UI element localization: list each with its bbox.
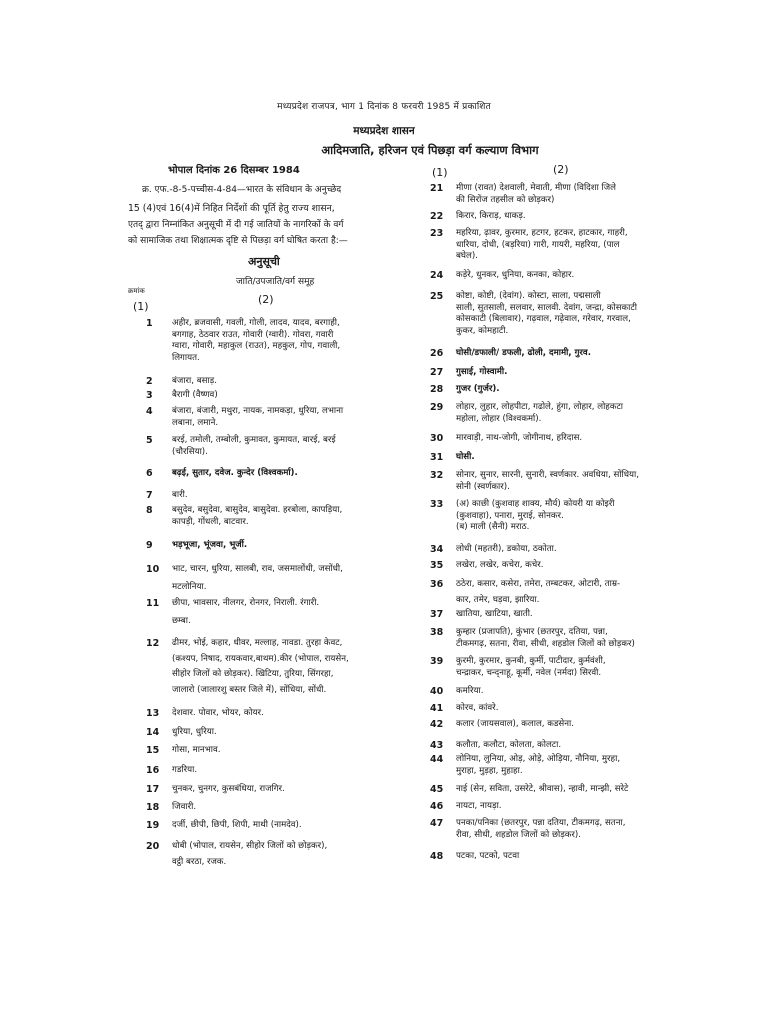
entry-number: 7 xyxy=(146,490,153,501)
entry-number: 44 xyxy=(430,754,444,765)
entry-line: गोसा, मानभाव. xyxy=(172,745,221,755)
entry-number: 35 xyxy=(430,560,444,571)
entry-number: 34 xyxy=(430,544,444,555)
entry-number: 10 xyxy=(146,564,160,575)
entry-line: (अ) काछी (कुशवाह शाक्य, मौर्य) कोयरी या कोइरी xyxy=(456,499,615,509)
entry-line: ग्वारा, गोवारी, महाकुल (राउत), महकुल, गोप, गवाली, xyxy=(172,341,341,351)
entry-number: 43 xyxy=(430,740,444,751)
entry-number: 11 xyxy=(146,598,160,609)
entry-number: 14 xyxy=(146,727,160,738)
entry-line: भाट, चारन, धुरिया, सालबी, राव, जसमालोंधी, जसोंधी, xyxy=(172,564,343,574)
entry-line: सीहोर जिलों को छोड़कर). खिटिया, तुरिया, सिंगरहा, xyxy=(172,669,334,679)
entry-line: चन्द्राकर, चन्द्नाहू, कूर्मी, नवेल (नर्मदा) सिरवी. xyxy=(456,667,602,678)
entry-number: 28 xyxy=(430,384,444,395)
entry-number: 27 xyxy=(430,367,444,378)
right-col2-label: (2) xyxy=(553,163,569,176)
entry-line: बगगाह, ठेठवार राउत, गोवारी (ग्वारी). गोवरा, गवारी xyxy=(172,329,334,340)
entry-number: 46 xyxy=(430,801,444,812)
entry-number: 29 xyxy=(430,402,444,413)
entry-line: लोहार, लुहार, लोहपीटा, गढोले, हुंगा, लोहार, लोहकटा xyxy=(456,402,624,412)
entry-line: कलौता, कलौटा, कोलता, कोलटा. xyxy=(456,740,562,750)
entry-line: पटका, पटको, पटवा xyxy=(456,851,520,861)
entry-line: कमरिया. xyxy=(456,686,484,696)
entry-line: मारवाड़ी, नाथ-जोगी, जोगीनाथ, हरिदास. xyxy=(456,433,583,443)
entry-line: नाई (सेन, सविता, उसरेटे, श्रीवास), न्हावी, मान्झी, सरेटे xyxy=(456,784,629,794)
entry-line: जिवारी. xyxy=(172,802,197,812)
entry-number: 26 xyxy=(430,348,444,359)
entry-number: 37 xyxy=(430,609,444,620)
entry-line: की सिरोंज तहसील को छोड़कर) xyxy=(456,194,555,205)
entry-line: घोसी/डफाली/ डफली, ढोली, दमामी, गुरव. xyxy=(456,348,591,358)
entry-line: छीपा, भावसार, नीलगर, रोनगर, निराली. रंगारी. xyxy=(172,598,320,608)
entry-number: 48 xyxy=(430,851,444,862)
entry-number: 41 xyxy=(430,703,444,714)
entry-line: चुनकर, चुनगर, कुसबंधिया, राजगिर. xyxy=(172,784,285,794)
entry-line: भड़भूजा, भूंजवा, भूर्जी. xyxy=(172,540,248,550)
entry-number: 4 xyxy=(146,406,153,417)
entry-number: 40 xyxy=(430,686,444,697)
entry-line: ढीमर, भोई, कहार, धीवर, मल्लाह, नावडा. तुरहा केवट, xyxy=(172,638,343,648)
entry-line: देशवार. पोवार, भोयर, कोयर. xyxy=(172,708,264,718)
entry-line: धोबी (भोपाल, रायसेन, सीहोर जिलों को छोड़कर), xyxy=(172,841,328,851)
entry-number: 1 xyxy=(146,318,153,329)
entry-line: बघेल). xyxy=(456,251,478,261)
entry-line: किरार, किराड़, धाकड़. xyxy=(456,211,526,221)
notice-body-line: क्र. एफ.-8-5-पच्चीस-4-84—भारत के संविधान के अनुच्छेद xyxy=(142,185,342,195)
notice-date: भोपाल दिनांक 26 दिसम्बर 1984 xyxy=(168,165,300,176)
entry-number: 6 xyxy=(146,468,153,479)
entry-number: 38 xyxy=(430,627,444,638)
ministry-heading: आदिमजाति, हरिजन एवं पिछड़ा वर्ग कल्याण विभाग xyxy=(321,143,539,157)
entry-line: अहीर, ब्रजवासी, गवली, गोली, लादव, यादव, बरगाही, xyxy=(172,318,340,328)
entry-number: 5 xyxy=(146,435,153,446)
entry-line: कुरमी, कुरमार, कुनबी, कुर्मी, पाटीदार, कुर्मवंशी, xyxy=(456,656,606,666)
entry-number: 25 xyxy=(430,291,444,302)
entry-number: 24 xyxy=(430,270,444,281)
gazette-publication-line: मध्यप्रदेश राजपत्र, भाग 1 दिनांक 8 फरवरी 1985 में प्रकाशित xyxy=(277,102,491,112)
entry-line: मटलोनिया. xyxy=(172,581,207,592)
entry-line: कोसकाटी (बिलावार), गढ़वाल, गढ़ेवाल, गरेवार, गरवाल, xyxy=(456,314,631,324)
entry-number: 15 xyxy=(146,745,160,756)
entry-line: लखेरा, लखेर, कचेरा, कचेर. xyxy=(456,560,544,570)
entry-line: सोनी (स्वर्णकार). xyxy=(456,481,510,492)
entry-number: 2 xyxy=(146,376,153,387)
entry-line: (कश्यप, निषाद, रायकवार,बाथम).कीर (भोपाल, रायसेन, xyxy=(172,653,349,664)
entry-number: 20 xyxy=(146,841,160,852)
entry-line: बढ़ई, सुतार, दवेज. कुन्देर (विश्वकर्मा). xyxy=(172,468,298,478)
entry-line: गुसाई, गोस्वामी. xyxy=(456,367,508,377)
entry-line: घोसी. xyxy=(456,452,475,462)
entry-number: 16 xyxy=(146,765,160,776)
entry-line: बारी. xyxy=(172,490,188,500)
entry-line: बंजारा, बसाड़. xyxy=(172,376,217,386)
entry-line: (ब) माली (सैनी) मराठ. xyxy=(456,522,530,532)
entry-line: गडरिया. xyxy=(172,765,198,775)
entry-line: लिगायत. xyxy=(172,352,200,363)
entry-line: छम्बा. xyxy=(172,615,191,626)
entry-number: 36 xyxy=(430,579,444,590)
notice-body-line: को सामाजिक तथा शिक्षात्मक दृष्टि से पिछड़ा वर्ग घोषित करता है:— xyxy=(128,236,348,246)
entry-number: 22 xyxy=(430,211,444,222)
notice-body-line: 15 (4)एवं 16(4)में निहित निर्देशों की पूर्ति हेतु राज्य शासन, xyxy=(128,203,335,214)
entry-line: बंजारा, बंजारी, मथुरा, नायक, नामकड़ा, धुरिया, लभाना xyxy=(172,406,344,416)
entry-line: लोनिया, लुनिया, ओड़, ओड़े, ओड़िया, नौनिया, मुरहा, xyxy=(456,754,621,764)
entry-line: रीवा, सीधी, शहडोल जिलों को छोड़कर). xyxy=(456,829,581,840)
entry-line: (चौरसिया). xyxy=(172,446,208,457)
entry-number: 12 xyxy=(146,638,160,649)
entry-number: 9 xyxy=(146,540,153,551)
entry-number: 31 xyxy=(430,452,444,463)
entry-number: 42 xyxy=(430,719,444,730)
entry-line: बैरागी (वैष्णव) xyxy=(172,390,218,400)
entry-line: पनका/पनिका (छतरपुर, पन्ना दतिया, टीकमगढ़, सतना, xyxy=(456,818,626,828)
entry-number: 8 xyxy=(146,505,153,516)
entry-line: महोला, लोहार (विश्वकर्मा). xyxy=(456,413,542,424)
entry-number: 21 xyxy=(430,183,444,194)
entry-line: मीणा (रावत) देशवाली, मेवाती, मीणा (विदिशा जिले xyxy=(456,183,616,193)
entry-line: मुराहा, मुड़हा, मुहाहा. xyxy=(456,765,523,776)
entry-line: कलार (जायसवाल), कलाल, कडसेना. xyxy=(456,719,574,729)
entry-line: कोष्टा, कोष्टी, (देवांग). कोस्टा, साला, पद्मसाली xyxy=(456,291,601,301)
entry-line: बरई, तमोली, तम्बोली, कुमावत, कुमायत, बारई, बरई xyxy=(172,435,336,445)
entry-line: सोनार, सुनार, सारनी, सुनारी, स्वर्णकार. अवधिया, सोंधिया, xyxy=(456,470,639,480)
entry-line: दर्जी, छीपी, छिपी, शिपी, माथी (नामदेव). xyxy=(172,820,302,830)
entry-number: 19 xyxy=(146,820,160,831)
entry-number: 13 xyxy=(146,708,160,719)
schedule-title: अनुसूची xyxy=(248,255,280,268)
entry-number: 39 xyxy=(430,656,444,667)
entry-line: धुरिया, धुरिया. xyxy=(172,727,217,737)
entry-line: बसुदेव, बसुदेवा, बासुदेव, बासुदेवा. हरबोला, कापड़िया, xyxy=(172,505,343,515)
entry-line: साली, सुतसाली, सलवार, सालवी. देवांग, जन्द्रा, कोसकाटी xyxy=(456,302,637,313)
entry-number: 45 xyxy=(430,784,444,795)
left-col1-label: (1) xyxy=(133,300,149,313)
entry-line: (कुशवाहा), पनारा, मुराई, सोनकर. xyxy=(456,510,564,521)
entry-line: कार, तमेर, घड़वा, झारिया. xyxy=(456,594,540,605)
entry-line: कुकर, कोमहाटी. xyxy=(456,325,509,336)
entry-line: लोधी (महतरी), डकोया, ठकोता. xyxy=(456,544,557,554)
entry-line: कड़ेरे, धुनकर, धुनिया, कनका, कोहार. xyxy=(456,270,575,280)
entry-number: 17 xyxy=(146,784,160,795)
department-heading: मध्यप्रदेश शासन xyxy=(353,125,415,137)
entry-line: कोरव, कांवरे. xyxy=(456,703,499,713)
entry-line: नायटा, नायड़ा. xyxy=(456,801,502,811)
entry-number: 32 xyxy=(430,470,444,481)
entry-line: कुम्हार (प्रजापति), कुंभार (छतरपुर, दतिया, पन्ना, xyxy=(456,627,608,637)
entry-number: 33 xyxy=(430,499,444,510)
entry-number: 23 xyxy=(430,228,444,239)
entry-line: लबाना, लमाने. xyxy=(172,417,219,428)
entry-number: 18 xyxy=(146,802,160,813)
entry-line: जालारो (जालारशु बस्तर जिले में), सोंधिया, सोंधी. xyxy=(172,684,327,695)
left-col2-label: (2) xyxy=(258,293,274,306)
entry-number: 30 xyxy=(430,433,444,444)
notice-body-line: एतद् द्वारा निम्नांकित अनुसूची में दी गई जातियों के नागरिकों के वर्ग xyxy=(128,220,344,230)
entry-number: 3 xyxy=(146,390,153,401)
caste-column-heading: जाति/उपजाति/वर्ग समूह xyxy=(236,277,315,287)
entry-line: कापड़ी, गोंधली, बाटवार. xyxy=(172,516,249,527)
entry-line: ठठेरा, कसार, कसेरा, तमेरा, तम्बटकर, ओटारी, ताम्र- xyxy=(456,579,621,589)
entry-line: टीकमगढ़, सतना, रीवा, सीधी, शहडोल जिलों को छोड़कर) xyxy=(456,638,635,649)
entry-number: 47 xyxy=(430,818,444,829)
entry-line: महरिया, ढ़ावर, कुरमार, हटगर, हटकर, हाटकार, गाहरी, xyxy=(456,228,628,238)
entry-line: वट्ठी बरठा, रजक. xyxy=(172,856,227,867)
right-col1-label: (1) xyxy=(432,166,448,179)
entry-line: गुजर (गुर्जर). xyxy=(456,384,500,394)
entry-line: धारिया, दोधी, (बड़रिया) गारी, गायरी, महरिया, (पाल xyxy=(456,239,620,250)
serial-column-heading: क्रमांक xyxy=(128,287,145,295)
entry-line: खातिया, खाटिया, खाती. xyxy=(456,609,533,619)
